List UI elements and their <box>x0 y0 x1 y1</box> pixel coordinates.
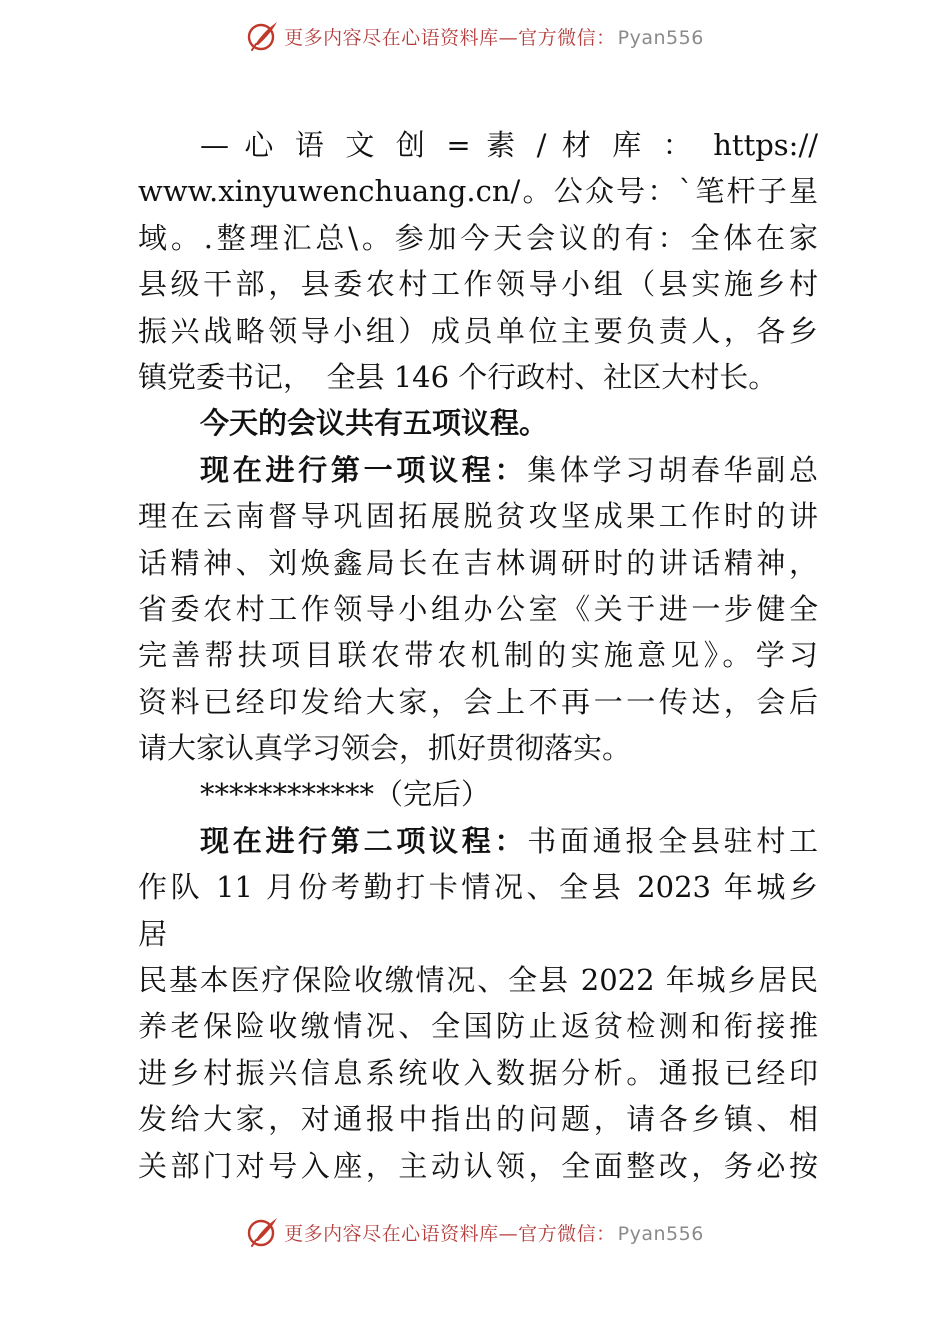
text-line: 进乡村振兴信息系统收入数据分析。通报已经印 <box>138 1055 818 1090</box>
text-line: 请大家认真学习领会，抓好贯彻落实。 <box>138 731 632 766</box>
text-line: 民基本医疗保险收缴情况、全县 2022 年城乡居民 <box>138 963 818 998</box>
agenda-summary: 今天的会议共有五项议程。 <box>200 406 549 441</box>
separator-line: ************（完后） <box>200 777 491 812</box>
text-line: 域。.整理汇总\。参加今天会议的有：全体在家 <box>138 220 818 255</box>
text-line: 县级干部，县委农村工作领导小组（县实施乡村 <box>138 267 818 302</box>
banner-text: 更多内容尽在心语资料库—官方微信： Pyan556 <box>284 1222 704 1245</box>
text-line: — 心 语 文 创 = 素 / 材 库 ： https:// <box>200 128 818 162</box>
text-line: 省委农村工作领导小组办公室《关于进一步健全 <box>138 591 818 626</box>
wechat-id: Pyan556 <box>617 26 704 49</box>
text-span: 书面通报全县驻村工 <box>527 823 818 858</box>
text-line: 养老保险收缴情况、全国防止返贫检测和衔接推 <box>138 1009 818 1044</box>
agenda-item-one-heading: 现在进行第一项议程： <box>200 452 528 487</box>
text-line: 完善帮扶项目联农带农机制的实施意见》。学习 <box>138 638 818 673</box>
agenda-item-two-heading: 现在进行第二项议程： <box>200 823 528 858</box>
text-line: 居 <box>138 916 168 951</box>
text-span: 集体学习胡春华副总 <box>527 452 818 487</box>
text-line: 振兴战略领导小组）成员单位主要负责人，各乡 <box>138 313 818 348</box>
text-line: 关部门对号入座，主动认领，全面整改，务必按 <box>138 1148 818 1183</box>
text-line: www.xinyuwenchuang.cn/。公众号：`笔杆子星 <box>138 174 818 209</box>
wechat-id: Pyan556 <box>617 1222 704 1245</box>
footer-watermark-banner <box>0 1212 950 1252</box>
text-line: 理在云南督导巩固拓展脱贫攻坚成果工作时的讲 <box>138 499 818 534</box>
text-line: 发给大家，对通报中指出的问题，请各乡镇、相 <box>138 1102 818 1137</box>
text-line: 镇党委书记， 全县 146 个行政村、社区大村长。 <box>138 359 778 394</box>
banner-text: 更多内容尽在心语资料库—官方微信： Pyan556 <box>284 26 704 49</box>
text-line: 作队 11 月份考勤打卡情况、全县 2023 年城乡 <box>138 870 818 905</box>
document-body <box>138 122 818 1189</box>
agenda-item-two-line <box>138 818 818 864</box>
red-quill-logo-icon <box>246 19 280 53</box>
text-line: 资料已经印发给大家，会上不再一一传达，会后 <box>138 684 818 719</box>
agenda-item-one-line <box>138 447 818 493</box>
text-line: 话精神、刘焕鑫局长在吉林调研时的讲话精神， <box>138 545 818 580</box>
red-quill-logo-icon <box>246 1215 280 1249</box>
header-watermark-banner <box>0 16 950 56</box>
